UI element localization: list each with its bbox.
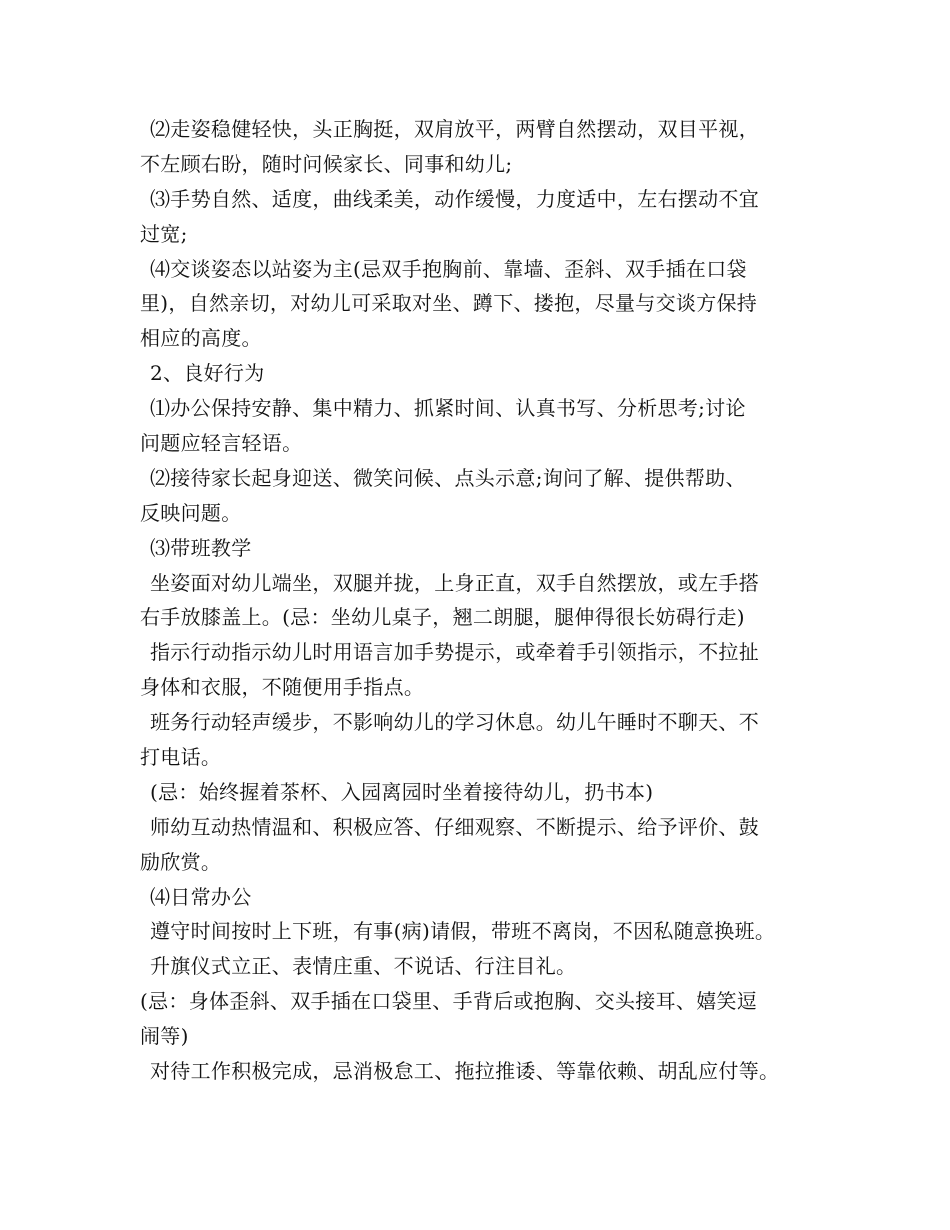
text-line: 过宽; bbox=[140, 221, 188, 246]
text-line: 闹等) bbox=[140, 1024, 189, 1049]
text-line: (忌：身体歪斜、双手插在口袋里、手背后或抱胸、交头接耳、嬉笑逗 bbox=[140, 989, 758, 1014]
text-line: ⑷交谈姿态以站姿为主(忌双手抱胸前、靠墙、歪斜、双手插在口袋 bbox=[150, 256, 747, 281]
text-line: (忌：始终握着茶杯、入园离园时坐着接待幼儿，扔书本) bbox=[150, 779, 654, 804]
text-line: 相应的高度。 bbox=[140, 326, 262, 351]
document-body bbox=[140, 112, 830, 1089]
text-line: ⑶手势自然、适度，曲线柔美，动作缓慢，力度适中，左右摆动不宜 bbox=[150, 186, 759, 211]
text-line: 打电话。 bbox=[140, 745, 222, 770]
text-line: 师幼互动热情温和、积极应答、仔细观察、不断提示、给予评价、鼓 bbox=[150, 814, 759, 839]
subsection-heading: ⑷日常办公 bbox=[150, 884, 252, 909]
text-line: 指示行动指示幼儿时用语言加手势提示，或牵着手引领指示，不拉扯 bbox=[150, 640, 759, 665]
text-line: 身体和衣服，不随便用手指点。 bbox=[140, 675, 425, 700]
text-line: 里)，自然亲切，对幼儿可采取对坐、蹲下、搂抱，尽量与交谈方保持 bbox=[140, 291, 758, 316]
text-line: 励欣赏。 bbox=[140, 849, 222, 874]
text-line: 反映问题。 bbox=[140, 500, 242, 525]
text-line: ⑵走姿稳健轻快，头正胸挺，双肩放平，两臂自然摆动，双目平视， bbox=[150, 117, 759, 141]
text-line: 右手放膝盖上。(忌：坐幼儿桌子，翘二朗腿，腿伸得很长妨碍行走) bbox=[140, 605, 745, 630]
text-line: 升旗仪式立正、表情庄重、不说话、行注目礼。 bbox=[150, 954, 577, 979]
text-line: 坐姿面对幼儿端坐，双腿并拢，上身正直，双手自然摆放，或左手搭 bbox=[150, 570, 759, 595]
section-heading: 2、良好行为 bbox=[150, 361, 265, 386]
text-line: 问题应轻言轻语。 bbox=[140, 431, 303, 456]
text-line: 对待工作积极完成，忌消极怠工、拖拉推诿、等靠依赖、胡乱应付等。 bbox=[150, 1059, 780, 1084]
text-line: ⑵接待家长起身迎送、微笑问候、点头示意;询问了解、提供帮助、 bbox=[150, 465, 746, 490]
text-line: ⑴办公保持安静、集中精力、抓紧时间、认真书写、分析思考;讨论 bbox=[150, 396, 746, 421]
text-line: 遵守时间按时上下班，有事(病)请假，带班不离岗，不因私随意换班。 bbox=[150, 919, 776, 944]
text-line: 班务行动轻声缓步，不影响幼儿的学习休息。幼儿午睡时不聊天、不 bbox=[150, 710, 759, 735]
subsection-heading: ⑶带班教学 bbox=[150, 535, 252, 560]
text-line: 不左顾右盼，随时问候家长、同事和幼儿; bbox=[140, 151, 513, 176]
